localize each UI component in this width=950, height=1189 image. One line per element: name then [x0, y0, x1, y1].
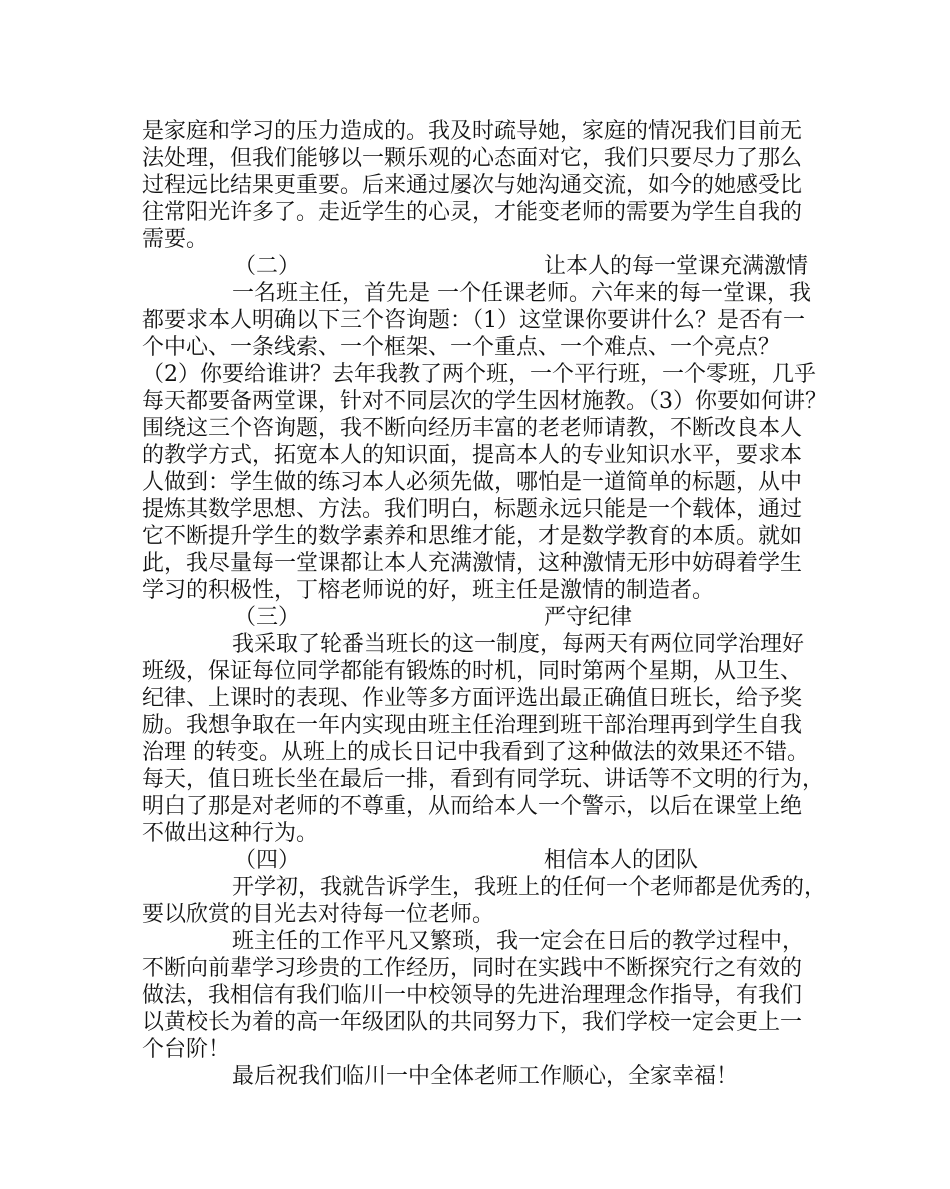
- closing-line: 最后祝我们临川一中全体老师工作顺心，全家幸福！: [232, 1064, 739, 1089]
- text-line: 围绕这三个咨询题，我不断向经历丰富的老老师请教，不断改良本人: [142, 416, 803, 441]
- text-line: 法处理，但我们能够以一颗乐观的心态面对它，我们只要尽力了那么: [142, 146, 803, 171]
- text-line: 需要。: [142, 227, 209, 252]
- section-number: （三）: [234, 605, 301, 630]
- intro-paragraph: [142, 118, 832, 253]
- section-4-heading: [142, 847, 832, 874]
- text-line: 个台阶！: [142, 1037, 231, 1062]
- section-title: 严守纪律: [544, 605, 633, 630]
- document-body: [142, 118, 832, 1090]
- text-line: 此，我尽量每一堂课都让本人充满激情，这种激情无形中妨碍着学生: [142, 551, 803, 576]
- text-line: 开学初，我就告诉学生，我班上的任何一个老师都是优秀的，: [232, 875, 827, 900]
- section-title: 相信本人的团队: [544, 848, 699, 873]
- text-line: 以黄校长为着的高一年级团队的共同努力下，我们学校一定会更上一: [142, 1010, 803, 1035]
- text-line: 要以欣赏的目光去对待每一位老师。: [142, 902, 495, 927]
- section-2-heading: [142, 253, 832, 280]
- text-line: 每天，值日班长坐在最后一排，看到有同学玩、讲话等不文明的行为，: [142, 767, 825, 792]
- text-line: 提炼其数学思想、方法。我们明白，标题永远只能是一个载体，通过: [142, 497, 803, 522]
- text-line: 班级，保证每位同学都能有锻炼的时机，同时第两个星期，从卫生、: [142, 659, 803, 684]
- text-line: 我采取了轮番当班长的这一制度，每两天有两位同学治理好: [232, 632, 805, 657]
- section-3-heading: [142, 604, 832, 631]
- text-line: 往常阳光许多了。走近学生的心灵，才能变老师的需要为学生自我的: [142, 200, 803, 225]
- section-number: （二）: [234, 254, 301, 279]
- text-line: 过程远比结果更重要。后来通过屡次与她沟通交流，如今的她感受比: [142, 173, 803, 198]
- text-line: 人做到：学生做的练习本人必须先做，哪怕是一道简单的标题，从中: [142, 470, 803, 495]
- section-2-paragraph: [142, 280, 832, 604]
- text-line: （2）你要给谁讲？去年我教了两个班，一个平行班，一个零班，几乎: [142, 362, 816, 387]
- text-line: 学习的积极性，丁榕老师说的好，班主任是激情的制造者。: [142, 578, 715, 603]
- text-line: 明白了那是对老师的不尊重，从而给本人一个警示，以后在课堂上绝: [142, 794, 803, 819]
- section-4-paragraph-2: [142, 928, 832, 1063]
- text-line: 是家庭和学习的压力造成的。我及时疏导她，家庭的情况我们目前无: [142, 119, 803, 144]
- section-title: 让本人的每一堂课充满激情: [544, 254, 809, 279]
- text-line: 都要求本人明确以下三个咨询题：（1）这堂课你要讲什么？是否有一: [142, 308, 805, 333]
- text-line: 治理 的转变。从班上的成长日记中我看到了这种做法的效果还不错。: [142, 740, 809, 765]
- section-3-paragraph: [142, 631, 832, 847]
- text-line: 不断向前辈学习珍贵的工作经历，同时在实践中不断探究行之有效的: [142, 956, 803, 981]
- section-number: （四）: [234, 848, 301, 873]
- section-4-paragraph-1: [142, 874, 832, 928]
- text-line: 励。我想争取在一年内实现由班主任治理到班干部治理再到学生自我: [142, 713, 803, 738]
- text-line: 不做出这种行为。: [142, 821, 319, 846]
- text-line: 做法，我相信有我们临川一中校领导的先进治理理念作指导，有我们: [142, 983, 803, 1008]
- text-line: 的教学方式，拓宽本人的知识面，提高本人的专业知识水平，要求本: [142, 443, 803, 468]
- text-line: 每天都要备两堂课，针对不同层次的学生因材施教。（3）你要如何讲？: [142, 389, 827, 414]
- text-line: 个中心、一条线索、一个框架、一个重点、一个难点、一个亮点？: [142, 335, 781, 360]
- text-line: 一名班主任，首先是 一个任课老师。六年来的每一堂课，我: [232, 281, 811, 306]
- text-line: 班主任的工作平凡又繁琐，我一定会在日后的教学过程中，: [232, 929, 805, 954]
- text-line: 它不断提升学生的数学素养和思维才能，才是数学教育的本质。就如: [142, 524, 803, 549]
- text-line: 纪律、上课时的表现、作业等多方面评选出最正确值日班长，给予奖: [142, 686, 803, 711]
